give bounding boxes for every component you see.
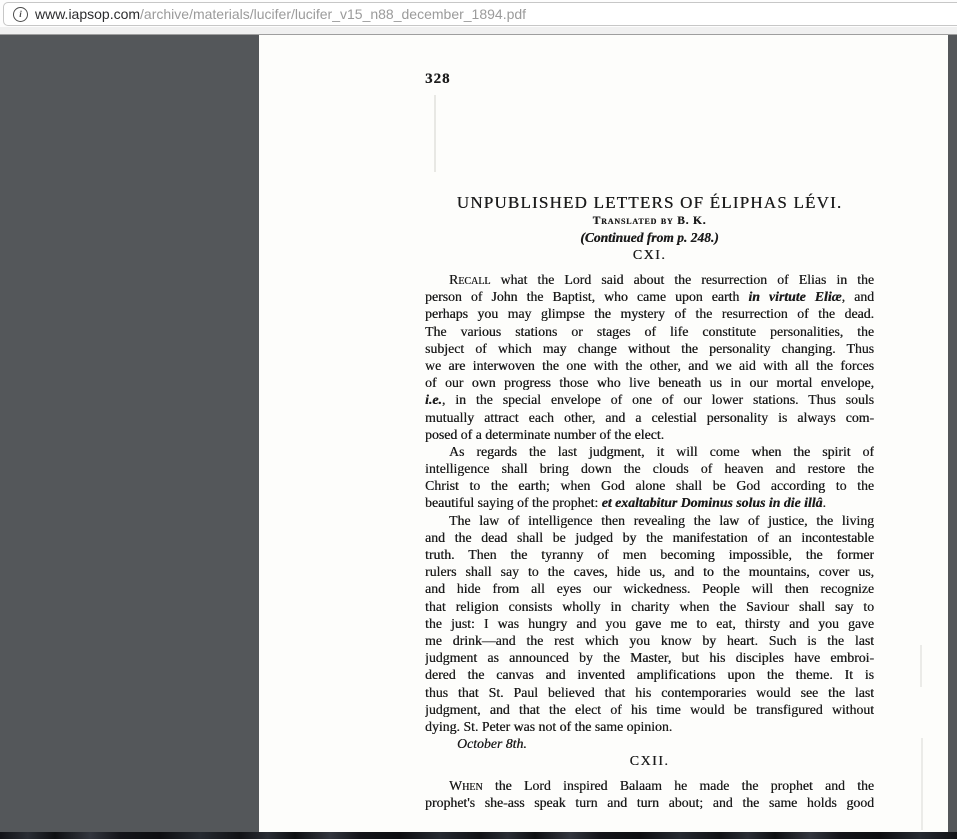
paragraph	[425, 271, 874, 443]
text-line	[425, 323, 874, 340]
text-segment: dered the canvas and invented amplifications upon the theme. It is	[425, 667, 874, 683]
text-line	[425, 477, 874, 494]
text-segment: we are interwoven the one with the other, and we aid with all the forces	[425, 357, 874, 373]
text-line	[425, 563, 874, 580]
pdf-viewer[interactable]	[0, 35, 957, 839]
text-line	[425, 615, 874, 632]
text-line	[425, 391, 874, 408]
text-segment: As regards the last judgment, it will come when the spirit of	[449, 443, 874, 459]
text-line	[425, 340, 874, 357]
url-host: www.iapsop.com	[35, 6, 141, 22]
paragraph	[425, 443, 874, 512]
text-segment: that religion consists wholly in charity when the Saviour shall say to	[425, 598, 874, 614]
continuation-note: (Continued from p. 248.)	[580, 230, 719, 245]
text-segment: mutually attract each other, and a celestial personality is always com-	[425, 409, 874, 425]
scan-artifact	[434, 95, 436, 172]
text-segment: Recall	[449, 272, 491, 287]
text-segment: Christ to the earth; when God alone shall be God according to the	[425, 478, 874, 494]
text-line	[425, 546, 874, 563]
text-segment: et exaltabitur Dominus solus in die illâ	[601, 495, 823, 511]
paragraph	[425, 777, 874, 811]
scan-artifact	[920, 645, 922, 687]
section-heading: CXI.	[632, 248, 667, 263]
text-line	[425, 684, 874, 701]
text-segment: me drink—and the rest which you know by heart. Such is the last	[425, 632, 874, 648]
text-segment: The law of intelligence then revealing the law of justice, the living	[449, 512, 874, 528]
text-line	[425, 271, 874, 288]
text-line	[425, 666, 874, 683]
text-segment: and the dead shall be judged by the manifestation of an incontestable	[425, 529, 874, 545]
byline: Translated by B. K.	[592, 215, 707, 227]
text-segment: in virtute Eliæ	[748, 289, 842, 305]
text-line	[425, 357, 874, 374]
text-line	[425, 794, 874, 811]
paragraph	[425, 512, 874, 735]
text-segment: and hide from all eyes our wickedness. People will then recognize	[425, 581, 874, 597]
date-line: October 8th.	[457, 736, 527, 752]
text-line	[425, 512, 874, 529]
text-line	[425, 305, 874, 322]
text-segment: the Lord inspired Balaam he made the prophet and the	[482, 778, 874, 794]
text-line	[425, 409, 874, 426]
text-segment: person of John the Baptist, who came upon earth	[425, 289, 749, 305]
text-line	[425, 426, 874, 443]
text-segment: the just: I was hungry and you gave me to eat, thirsty and you gave	[425, 615, 874, 631]
text-segment: prophet's she-ass speak turn and turn about; and the same holds good	[425, 795, 874, 811]
text-segment: rulers shall say to the caves, hide us, and to the mountains, cover us,	[425, 564, 874, 580]
info-icon[interactable]: i	[13, 7, 28, 22]
text-line	[425, 288, 874, 305]
text-line	[425, 718, 874, 735]
text-line	[425, 649, 874, 666]
browser-chrome	[0, 0, 957, 35]
text-line	[425, 529, 874, 546]
scan-dark-edge	[0, 832, 957, 839]
text-line	[425, 443, 874, 460]
text-segment: .	[822, 495, 826, 511]
text-line	[425, 374, 874, 391]
text-segment: dying. St. Peter was not of the same opinion.	[425, 718, 673, 734]
article-title: UNPUBLISHED LETTERS OF ÉLIPHAS LÉVI.	[456, 193, 843, 212]
scan-artifact	[921, 738, 923, 830]
text-segment: , and	[841, 289, 874, 305]
text-line	[425, 777, 874, 794]
section-heading: CXII.	[629, 754, 670, 770]
text-line	[425, 701, 874, 718]
text-segment: judgment as announced by the Master, but his disciples have embroi-	[425, 650, 874, 666]
text-line	[425, 598, 874, 615]
text-segment: of our own progress those who live beneath us in our mortal envelope,	[425, 375, 874, 391]
text-segment: beautiful saying of the prophet:	[425, 495, 602, 511]
text-line	[425, 632, 874, 649]
text-segment: perhaps you may glimpse the mystery of the resurrection of the dead.	[425, 306, 874, 322]
text-line	[425, 460, 874, 477]
sections-container	[425, 248, 874, 812]
url-bar[interactable]	[3, 2, 957, 26]
text-segment: The various stations or stages of life constitute personalities, the	[425, 323, 874, 339]
pdf-page	[259, 35, 948, 832]
text-segment: , in the special envelope of one of our lower stations. Thus souls	[441, 392, 874, 408]
url-path: /archive/materials/lucifer/lucifer_v15_n88_december_1894.pdf	[140, 6, 527, 22]
text-line	[425, 580, 874, 597]
document-content	[425, 193, 874, 812]
text-segment: i.e.	[425, 392, 442, 408]
page-number: 328	[425, 71, 451, 87]
text-segment: When	[449, 778, 483, 794]
text-segment: intelligence shall bring down the clouds of heaven and restore the	[425, 461, 874, 477]
text-segment: posed of a determinate number of the elect.	[425, 426, 665, 442]
text-segment: judgment, and that the elect of his time would be transfigured without	[425, 701, 874, 717]
text-segment: subject of which may change without the personality changing. Thus	[425, 340, 874, 356]
text-line	[425, 494, 874, 511]
text-segment: thus that St. Paul believed that his contemporaries would see the last	[425, 684, 874, 700]
text-segment: truth. Then the tyranny of men becoming impossible, the former	[425, 547, 874, 562]
text-segment: what the Lord said about the resurrection of Elias in the	[490, 272, 874, 287]
